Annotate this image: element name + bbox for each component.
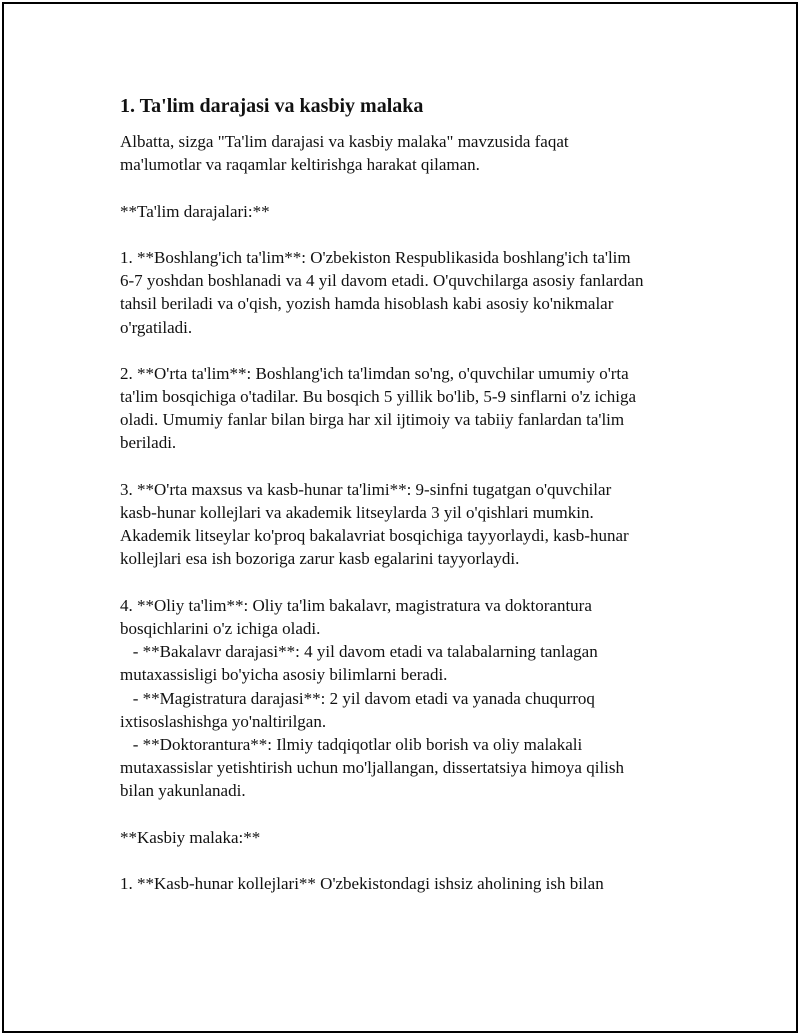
text-line: - **Magistratura darajasi**: 2 yil davom etadi va yanada chuqurroq [120, 688, 595, 708]
text-line: beriladi. [120, 433, 177, 453]
text-line: ta'lim bosqichiga o'tadilar. Bu bosqich 5 yillik bo'lib, 5-9 sinflarni o'z ichiga [120, 387, 637, 407]
text-line: Albatta, sizga "Ta'lim darajasi va kasbiy malaka" mavzusida faqat [120, 132, 569, 151]
text-line: tahsil beriladi va o'qish, yozish hamda hisoblash kabi asosiy ko'nikmalar [120, 294, 614, 314]
text-line: - **Bakalavr darajasi**: 4 yil davom etadi va talabalarning tanlagan [120, 642, 598, 662]
text-line: bilan yakunlanadi. [120, 781, 246, 801]
text-line: oladi. Umumiy fanlar bilan birga har xil ijtimoiy va tabiiy fanlardan ta'lim [120, 410, 625, 430]
page-frame [2, 2, 798, 1033]
text-line: 1. **Kasb-hunar kollejlari** O'zbekistondagi ishsiz aholining ish bilan [120, 874, 604, 893]
text-line: o'rgatiladi. [120, 317, 193, 337]
text-line: Akademik litseylar ko'proq bakalavriat bosqichiga tayyorlaydi, kasb-hunar [120, 526, 629, 546]
text-line: 2. **O'rta ta'lim**: Boshlang'ich ta'limdan so'ng, o'quvchilar umumiy o'rta [120, 363, 629, 383]
blank-line [120, 802, 700, 825]
blank-line [120, 455, 700, 478]
text-line: mutaxassisligi bo'yicha asosiy bilimlarni beradi. [120, 665, 448, 685]
blank-line [120, 849, 700, 872]
text-line: - **Doktorantura**: Ilmiy tadqiqotlar olib borish va oliy malakali [120, 734, 583, 754]
text-line: **Kasbiy malaka:** [120, 827, 261, 847]
text-line: 6-7 yoshdan boshlanadi va 4 yil davom etadi. O'quvchilarga asosiy fanlardan [120, 271, 644, 291]
text-line: 3. **O'rta maxsus va kasb-hunar ta'limi**: 9-sinfni tugatgan o'quvchilar [120, 479, 612, 499]
text-line: kasb-hunar kollejlari va akademik litseylarda 3 yil o'qishlari mumkin. [120, 503, 594, 522]
document-text [120, 130, 700, 895]
blank-line [120, 176, 700, 199]
text-line: ma'lumotlar va raqamlar keltirishga harakat qilaman. [120, 155, 480, 175]
blank-line [120, 571, 700, 594]
text-line: **Ta'lim darajalari:** [120, 201, 270, 221]
text-line: 1. **Boshlang'ich ta'lim**: O'zbekiston Respublikasida boshlang'ich ta'lim [120, 247, 631, 267]
text-line: kollejlari esa ish bozoriga zarur kasb egalarini tayyorlaydi. [120, 549, 520, 569]
text-line: bosqichlarini o'z ichiga oladi. [120, 618, 321, 638]
text-line: mutaxassislar yetishtirish uchun mo'ljallangan, dissertatsiya himoya qilish [120, 758, 625, 778]
blank-line [120, 339, 700, 362]
blank-line [120, 223, 700, 246]
text-line: 4. **Oliy ta'lim**: Oliy ta'lim bakalavr, magistratura va doktorantura [120, 595, 592, 615]
document-body [120, 92, 700, 895]
text-line: ixtisoslashishga yo'naltirilgan. [120, 711, 327, 731]
document-title: 1. Ta'lim darajasi va kasbiy malaka [120, 95, 424, 117]
